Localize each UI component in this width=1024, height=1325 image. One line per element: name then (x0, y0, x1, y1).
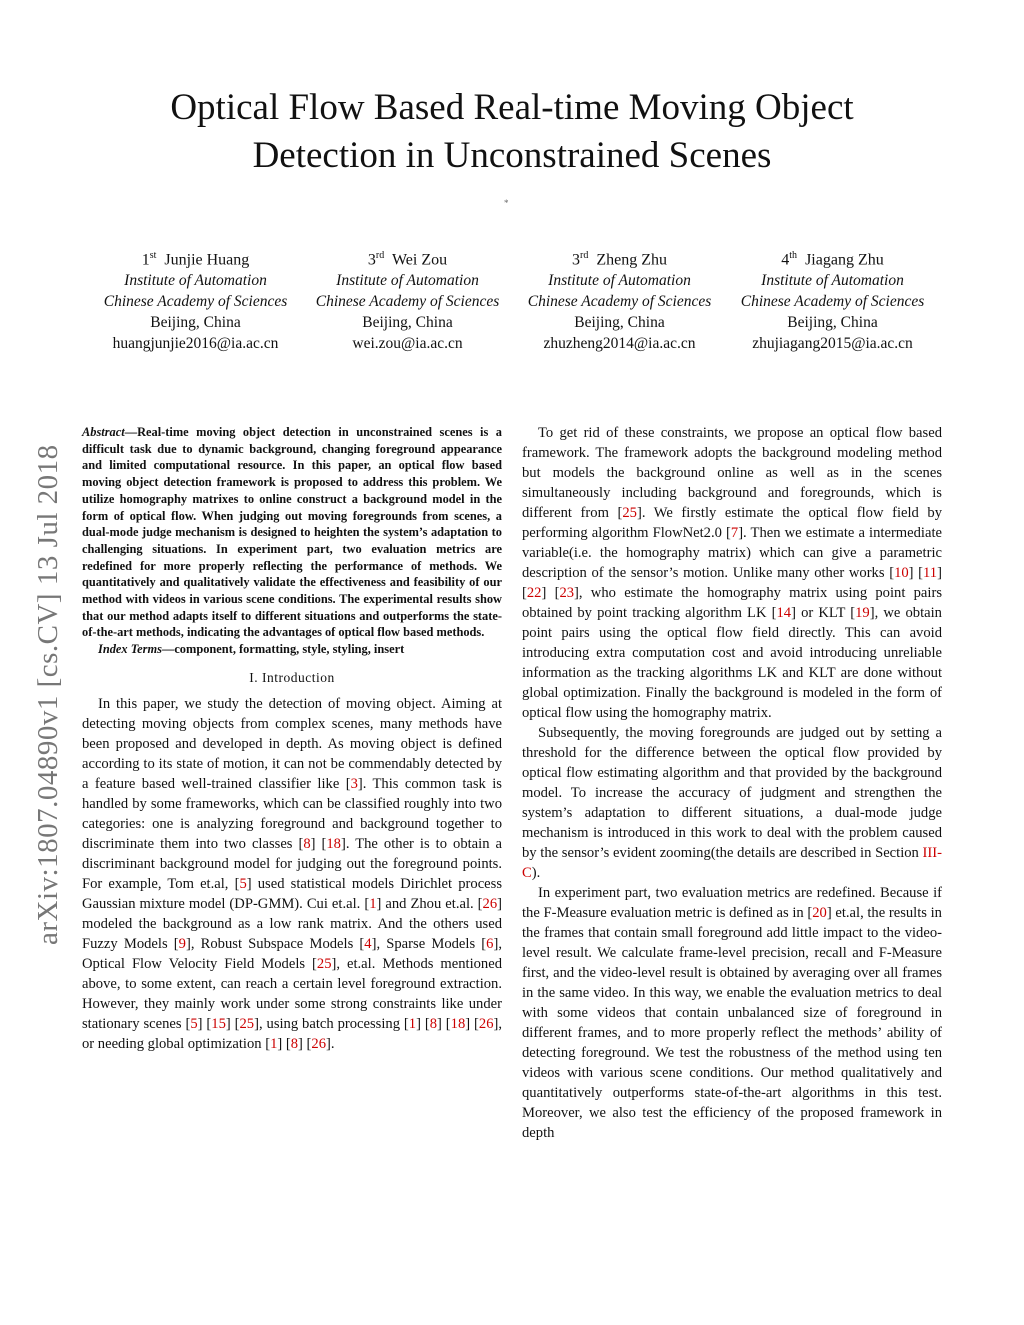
paragraph-text: ] [ (522, 565, 942, 601)
author-email[interactable]: zhuzheng2014@ia.ac.cn (543, 335, 696, 353)
citation-link[interactable]: 14 (776, 605, 792, 621)
author-name: 4th Jiagang Zhu (781, 250, 884, 269)
author-3 (512, 245, 727, 354)
author-institution: Chinese Academy of Sciences (103, 293, 288, 311)
paragraph-text: ] [ (197, 1015, 212, 1032)
author-institution: Chinese Academy of Sciences (740, 293, 925, 311)
author-affiliation: Institute of Automation (761, 272, 904, 290)
author-email[interactable]: huangjunjie2016@ia.ac.cn (112, 335, 279, 353)
right-column (522, 424, 942, 1143)
author-location: Beijing, China (787, 314, 878, 332)
author-institution: Chinese Academy of Sciences (315, 293, 500, 311)
citation-link[interactable]: 11 (923, 565, 938, 581)
paper-title (112, 84, 912, 180)
paragraph-text: ]. The other is to obtain a discriminant background model for judging out the foreground points. For example, Tom et.al, [ (82, 835, 502, 892)
intro-paragraph-1 (82, 694, 502, 1054)
citation-link[interactable]: 1 (369, 895, 377, 912)
title-footnote-mark: * (504, 198, 509, 208)
left-column (82, 424, 502, 1054)
section-heading (82, 670, 502, 686)
citation-link[interactable]: 8 (429, 1015, 438, 1032)
paragraph-text: ] and Zhou et.al. [ (376, 895, 483, 912)
paragraph-text: ], Robust Subspace Models [ (185, 935, 365, 952)
intro-paragraph-3 (522, 723, 942, 883)
author-location: Beijing, China (574, 314, 665, 332)
author-email[interactable]: wei.zou@ia.ac.cn (352, 335, 463, 353)
arxiv-sidebar-id: arXiv:1807.04890v1 [cs.CV] 13 Jul 2018 (32, 444, 64, 945)
paragraph-text: ] [ (310, 835, 327, 852)
paragraph-text: ] [ (225, 1015, 240, 1032)
author-1 (88, 245, 303, 354)
citation-link[interactable]: III-C (522, 845, 942, 881)
author-email[interactable]: zhujiagang2015@ia.ac.cn (752, 335, 913, 353)
citation-link[interactable]: 26 (478, 1015, 494, 1032)
citation-link[interactable]: 9 (178, 935, 186, 952)
citation-link[interactable]: 25 (316, 955, 332, 972)
paragraph-text: ], we obtain point pairs using the optical flow field directly. This can avoid introducing extra computation cost and avoid introducing unreliable information as the tracking algorithms LK and KLT are done without global optimization. Finally the background is modeled in the form of optical flow using the homography matrix. (522, 605, 942, 721)
paragraph-text: ] [ (277, 1035, 291, 1052)
title-line-2: Detection in Unconstrained Scenes (252, 135, 772, 176)
author-2 (300, 245, 515, 354)
paragraph-text: ] [ (541, 585, 560, 601)
paragraph-text: ] et.al, the results in the frames that contain small foreground add little impact to the video-level result. We calculate frame-level precision, recall and F-Measure first, and the video-level result is obtained by averaging over all frames in the same video. In this way, we enable the evaluation metrics to deal with some videos that contain unbalanced size of foreground in different frames, and to more properly reflect the methods’ ability of detecting foreground. We test the robustness of the method using ten videos with various scene conditions. Our method qualitatively and quantitatively outperforms state-of-the-art algorithms in this test. Moreover, we also test the efficiency of the proposed framework in depth (522, 905, 942, 1141)
citation-link[interactable]: 3 (350, 775, 358, 792)
citation-link[interactable]: 5 (190, 1015, 198, 1032)
paragraph-text: ], et.al. Methods mentioned above, to some extent, can reach a certain level foreground extraction. However, they mainly work under some strong constraints like under stationary scenes [ (82, 955, 503, 1032)
paragraph-text: ], who estimate the homography matrix using point pairs obtained by point tracking algorithm LK [ (522, 585, 943, 621)
author-affiliation: Institute of Automation (548, 272, 691, 290)
author-affiliation: Institute of Automation (336, 272, 479, 290)
paragraph-text: ], using batch processing [ (254, 1015, 409, 1032)
abstract-text: —Real-time moving object detection in unconstrained scenes is a difficult task due to dynamic background, changing foreground appearance and limited computational resource. In this paper, an optical flow based moving object detection framework is proposed to address this problem. We utilize homography matrixes to online construct a background model in the form of optical flow. When judging out moving foregrounds from scenes, a dual-mode judge mechanism is designed to heighten the system’s adaptation to challenging situations. In experiment part, two evaluation metrics are redefined for more properly reflecting the performance of methods. We quantitatively and qualitatively validate the effectiveness and feasibility of our method with videos in various scene conditions. The experimental results show that our method adapts itself to different situations and outperforms the state-of-the-art methods, indicating the advantages of optical flow based methods. (82, 425, 502, 640)
section-heading-text: I. Introduction (249, 669, 335, 685)
author-location: Beijing, China (150, 314, 241, 332)
paragraph-text: ]. (326, 1035, 335, 1052)
citation-link[interactable]: 6 (486, 935, 494, 952)
intro-paragraph-4 (522, 883, 942, 1143)
citation-link[interactable]: 20 (812, 905, 827, 921)
paragraph-text: ]. Then we estimate a intermediate variable(i.e. the homography matrix) which can give a parametric description of the sensor’s motion. Unlike many other works [ (522, 525, 942, 581)
citation-link[interactable]: 18 (450, 1015, 466, 1032)
citation-link[interactable]: 5 (239, 875, 247, 892)
citation-link[interactable]: 8 (290, 1035, 299, 1052)
author-4 (725, 245, 940, 354)
citation-link[interactable]: 4 (364, 935, 372, 952)
author-location: Beijing, China (362, 314, 453, 332)
author-name: 3rd Zheng Zhu (572, 250, 667, 269)
paragraph-text: ], or needing global optimization [ (82, 1015, 502, 1052)
intro-paragraph-2 (522, 423, 942, 723)
paragraph-text: ] modeled the background as a low rank matrix. And the others used Fuzzy Models [ (82, 895, 502, 952)
abstract-label: Abstract (82, 425, 125, 439)
citation-link[interactable]: 25 (622, 505, 637, 521)
author-name: 3rd Wei Zou (367, 250, 448, 269)
citation-link[interactable]: 1 (408, 1015, 417, 1032)
index-terms-text: —component, formatting, style, styling, insert (161, 642, 405, 657)
paragraph-text: ], Optical Flow Velocity Field Models [ (82, 935, 502, 972)
citation-link[interactable]: 15 (211, 1015, 226, 1032)
paragraph-text: In this paper, we study the detection of moving object. Aiming at detecting moving objects from complex scenes, many methods have been proposed and developed in depth. As moving object is defined according to its state of motion, it can not be commendably detected by a feature based well-trained classifier like [ (82, 695, 502, 792)
paragraph-text: ] or KLT [ (791, 605, 856, 621)
paragraph-text: ]. We firstly estimate the optical flow field by performing algorithm FlowNet2.0 [ (522, 505, 942, 541)
citation-link[interactable]: 22 (526, 585, 542, 601)
paragraph-text: ] [ (298, 1035, 312, 1052)
paragraph-text: ] [ (465, 1015, 479, 1032)
citation-link[interactable]: 18 (326, 835, 341, 852)
paragraph-text: In experiment part, two evaluation metrics are redefined. Because if the F-Measure evaluation metric is defined as in [ (522, 885, 942, 921)
paragraph-text: ). (531, 865, 541, 881)
citation-link[interactable]: 26 (311, 1035, 326, 1052)
citation-link[interactable]: 25 (239, 1015, 255, 1032)
paragraph-text: ] [ (416, 1015, 430, 1032)
citation-link[interactable]: 7 (730, 525, 739, 541)
author-name: 1st Junjie Huang (141, 250, 250, 269)
index-terms-label: Index Terms (98, 642, 162, 657)
citation-link[interactable]: 19 (855, 605, 870, 621)
paragraph-text: To get rid of these constraints, we propose an optical flow based framework. The framework adopts the background modeling method but models the background online as well as in the scenes simultaneously including background and foregrounds, which is different from [ (522, 425, 942, 521)
index-terms (82, 641, 502, 658)
author-institution: Chinese Academy of Sciences (527, 293, 712, 311)
citation-link[interactable]: 26 (482, 895, 498, 912)
paragraph-text: ], Sparse Models [ (371, 935, 487, 952)
title-line-1: Optical Flow Based Real-time Moving Object (170, 87, 854, 128)
paragraph-text: Subsequently, the moving foregrounds are judged out by setting a threshold for the difference between the optical flow provided by optical flow estimating algorithm and that provided by the background model. To increase the accuracy of judgment and strengthen the system’s adaptation to different situations, a dual-mode judge mechanism is introduced in this work to deal with the problem caused by the sensor’s evident zooming(the details are described in Section (522, 725, 942, 861)
paragraph-text: ]. This common task is handled by some frameworks, which can be classified roughly into two categories: one is analyzing foreground and background together to discriminate them into two classes [ (82, 775, 502, 852)
citation-link[interactable]: 8 (303, 835, 311, 852)
paragraph-text: ] used statistical models Dirichlet process Gaussian mixture model (DP-GMM). Cui et.al. [ (82, 875, 503, 912)
paragraph-text: ] [ (908, 565, 924, 581)
citation-link[interactable]: 23 (559, 585, 575, 601)
author-affiliation: Institute of Automation (124, 272, 267, 290)
abstract (82, 424, 502, 641)
paragraph-text: ] [ (437, 1015, 451, 1032)
citation-link[interactable]: 1 (270, 1035, 278, 1052)
citation-link[interactable]: 10 (894, 565, 909, 581)
